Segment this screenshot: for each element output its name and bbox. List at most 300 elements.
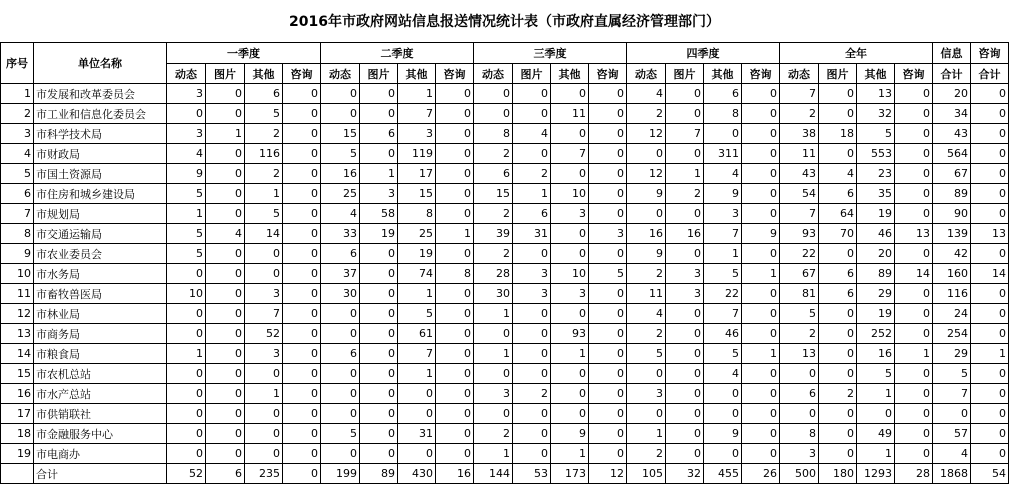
value-cell: 0 xyxy=(206,304,245,324)
value-cell: 0 xyxy=(206,244,245,264)
value-cell: 28 xyxy=(895,464,933,484)
value-cell: 0 xyxy=(360,404,398,424)
value-cell: 1 xyxy=(857,444,895,464)
value-cell: 0 xyxy=(436,204,474,224)
value-cell: 9 xyxy=(551,424,589,444)
value-cell: 16 xyxy=(321,164,360,184)
value-cell: 0 xyxy=(474,324,513,344)
value-cell: 0 xyxy=(283,124,321,144)
value-cell: 43 xyxy=(933,124,971,144)
value-cell: 0 xyxy=(742,184,780,204)
subheader-q3-1: 图片 xyxy=(513,64,551,84)
value-cell: 7 xyxy=(780,204,819,224)
value-cell: 0 xyxy=(321,304,360,324)
row-index: 4 xyxy=(1,144,34,164)
value-cell: 0 xyxy=(589,164,627,184)
value-cell: 22 xyxy=(780,244,819,264)
value-cell: 0 xyxy=(971,144,1009,164)
value-cell: 1 xyxy=(206,124,245,144)
value-cell: 0 xyxy=(206,364,245,384)
value-cell: 0 xyxy=(206,144,245,164)
value-cell: 30 xyxy=(321,284,360,304)
value-cell: 0 xyxy=(321,404,360,424)
table-row xyxy=(1,204,1009,224)
value-cell: 0 xyxy=(589,184,627,204)
value-cell: 4 xyxy=(704,164,742,184)
value-cell: 6 xyxy=(321,344,360,364)
value-cell: 34 xyxy=(933,104,971,124)
row-index: 15 xyxy=(1,364,34,384)
value-cell: 0 xyxy=(360,144,398,164)
value-cell: 7 xyxy=(666,124,704,144)
value-cell: 0 xyxy=(819,424,857,444)
value-cell: 9 xyxy=(704,184,742,204)
value-cell: 3 xyxy=(627,384,666,404)
table-row xyxy=(1,304,1009,324)
value-cell: 0 xyxy=(666,104,704,124)
value-cell: 29 xyxy=(933,344,971,364)
table-row xyxy=(1,84,1009,104)
value-cell: 0 xyxy=(819,304,857,324)
value-cell: 1 xyxy=(857,384,895,404)
table-body xyxy=(1,84,1009,484)
value-cell: 0 xyxy=(513,144,551,164)
value-cell: 0 xyxy=(589,364,627,384)
value-cell: 8 xyxy=(474,124,513,144)
value-cell: 5 xyxy=(857,124,895,144)
value-cell: 19 xyxy=(360,224,398,244)
row-index: 17 xyxy=(1,404,34,424)
value-cell: 0 xyxy=(321,364,360,384)
value-cell: 0 xyxy=(742,324,780,344)
value-cell: 1 xyxy=(474,444,513,464)
table-row xyxy=(1,424,1009,444)
value-cell: 90 xyxy=(933,204,971,224)
value-cell: 39 xyxy=(474,224,513,244)
value-cell: 19 xyxy=(857,204,895,224)
value-cell: 70 xyxy=(819,224,857,244)
unit-name: 市畜牧兽医局 xyxy=(34,284,167,304)
value-cell: 16 xyxy=(666,224,704,244)
value-cell: 0 xyxy=(513,404,551,424)
value-cell: 0 xyxy=(933,404,971,424)
value-cell: 1 xyxy=(895,344,933,364)
value-cell: 0 xyxy=(666,84,704,104)
value-cell: 6 xyxy=(360,124,398,144)
value-cell: 0 xyxy=(206,444,245,464)
value-cell: 0 xyxy=(704,124,742,144)
value-cell: 0 xyxy=(245,264,283,284)
value-cell: 0 xyxy=(283,424,321,444)
value-cell: 0 xyxy=(551,124,589,144)
unit-name: 市规划局 xyxy=(34,204,167,224)
value-cell: 1 xyxy=(742,264,780,284)
value-cell: 0 xyxy=(283,284,321,304)
value-cell: 119 xyxy=(398,144,436,164)
value-cell: 0 xyxy=(704,384,742,404)
row-index: 19 xyxy=(1,444,34,464)
value-cell: 0 xyxy=(206,104,245,124)
value-cell: 0 xyxy=(321,84,360,104)
value-cell: 0 xyxy=(206,384,245,404)
value-cell: 1 xyxy=(398,284,436,304)
value-cell: 3 xyxy=(513,264,551,284)
value-cell: 8 xyxy=(704,104,742,124)
row-index: 12 xyxy=(1,304,34,324)
value-cell: 0 xyxy=(398,404,436,424)
value-cell: 1868 xyxy=(933,464,971,484)
value-cell: 0 xyxy=(398,384,436,404)
value-cell: 0 xyxy=(742,164,780,184)
value-cell: 0 xyxy=(436,304,474,324)
value-cell: 6 xyxy=(704,84,742,104)
value-cell: 13 xyxy=(895,224,933,244)
value-cell: 0 xyxy=(206,424,245,444)
value-cell: 0 xyxy=(283,344,321,364)
value-cell: 0 xyxy=(167,444,206,464)
value-cell: 0 xyxy=(206,344,245,364)
value-cell: 30 xyxy=(474,284,513,304)
value-cell: 10 xyxy=(167,284,206,304)
value-cell: 0 xyxy=(589,144,627,164)
table-row xyxy=(1,104,1009,124)
value-cell: 53 xyxy=(513,464,551,484)
value-cell: 2 xyxy=(627,264,666,284)
value-cell: 14 xyxy=(971,264,1009,284)
value-cell: 5 xyxy=(933,364,971,384)
value-cell: 0 xyxy=(589,324,627,344)
value-cell: 7 xyxy=(704,224,742,244)
value-cell: 0 xyxy=(321,384,360,404)
value-cell: 0 xyxy=(780,404,819,424)
value-cell: 0 xyxy=(971,364,1009,384)
value-cell: 0 xyxy=(589,444,627,464)
table-row xyxy=(1,224,1009,244)
value-cell: 2 xyxy=(780,324,819,344)
value-cell: 0 xyxy=(436,144,474,164)
value-cell: 3 xyxy=(398,124,436,144)
value-cell: 0 xyxy=(206,84,245,104)
value-cell: 0 xyxy=(895,104,933,124)
value-cell: 0 xyxy=(627,204,666,224)
value-cell: 0 xyxy=(513,84,551,104)
value-cell: 5 xyxy=(627,344,666,364)
value-cell: 7 xyxy=(704,304,742,324)
value-cell: 6 xyxy=(474,164,513,184)
value-cell: 0 xyxy=(167,264,206,284)
subheader-q1-0: 动态 xyxy=(167,64,206,84)
value-cell: 52 xyxy=(245,324,283,344)
value-cell: 0 xyxy=(971,324,1009,344)
value-cell: 15 xyxy=(398,184,436,204)
value-cell: 0 xyxy=(589,304,627,324)
value-cell: 3 xyxy=(167,84,206,104)
value-cell: 31 xyxy=(398,424,436,444)
value-cell: 0 xyxy=(283,104,321,124)
value-cell: 8 xyxy=(780,424,819,444)
value-cell: 20 xyxy=(933,84,971,104)
unit-name: 市水产总站 xyxy=(34,384,167,404)
value-cell: 0 xyxy=(474,84,513,104)
value-cell: 0 xyxy=(167,104,206,124)
unit-name: 市供销联社 xyxy=(34,404,167,424)
value-cell: 0 xyxy=(627,404,666,424)
value-cell: 0 xyxy=(895,244,933,264)
subheader-q5-2: 其他 xyxy=(857,64,895,84)
value-cell: 0 xyxy=(589,124,627,144)
value-cell: 0 xyxy=(551,304,589,324)
value-cell: 0 xyxy=(742,304,780,324)
value-cell: 0 xyxy=(742,124,780,144)
value-cell: 16 xyxy=(436,464,474,484)
value-cell: 0 xyxy=(283,224,321,244)
value-cell: 0 xyxy=(589,244,627,264)
value-cell: 5 xyxy=(321,424,360,444)
value-cell: 64 xyxy=(819,204,857,224)
value-cell: 3 xyxy=(513,284,551,304)
value-cell: 252 xyxy=(857,324,895,344)
value-cell: 0 xyxy=(895,404,933,424)
value-cell: 10 xyxy=(551,184,589,204)
value-cell: 0 xyxy=(666,404,704,424)
value-cell: 58 xyxy=(360,204,398,224)
subheader-q3-0: 动态 xyxy=(474,64,513,84)
unit-name: 市国土资源局 xyxy=(34,164,167,184)
value-cell: 0 xyxy=(819,104,857,124)
value-cell: 0 xyxy=(971,164,1009,184)
col-q3: 三季度 xyxy=(474,43,627,64)
value-cell: 0 xyxy=(971,284,1009,304)
value-cell: 2 xyxy=(627,444,666,464)
value-cell: 0 xyxy=(666,244,704,264)
value-cell: 0 xyxy=(436,444,474,464)
row-index: 7 xyxy=(1,204,34,224)
value-cell: 9 xyxy=(627,244,666,264)
value-cell: 67 xyxy=(780,264,819,284)
value-cell: 26 xyxy=(742,464,780,484)
value-cell: 32 xyxy=(666,464,704,484)
value-cell: 173 xyxy=(551,464,589,484)
table-row xyxy=(1,184,1009,204)
value-cell: 1 xyxy=(474,344,513,364)
value-cell: 0 xyxy=(206,324,245,344)
unit-name: 市金融服务中心 xyxy=(34,424,167,444)
value-cell: 0 xyxy=(704,404,742,424)
value-cell: 11 xyxy=(551,104,589,124)
value-cell: 0 xyxy=(283,364,321,384)
subheader-q5-1: 图片 xyxy=(819,64,857,84)
value-cell: 0 xyxy=(895,424,933,444)
value-cell: 22 xyxy=(704,284,742,304)
value-cell: 553 xyxy=(857,144,895,164)
value-cell: 4 xyxy=(321,204,360,224)
col-year: 全年 xyxy=(780,43,933,64)
subheader-q1-3: 咨询 xyxy=(283,64,321,84)
value-cell: 2 xyxy=(474,204,513,224)
value-cell: 0 xyxy=(283,404,321,424)
value-cell: 0 xyxy=(360,324,398,344)
value-cell: 0 xyxy=(167,404,206,424)
unit-name: 市林业局 xyxy=(34,304,167,324)
subheader-q1-1: 图片 xyxy=(206,64,245,84)
value-cell: 0 xyxy=(321,324,360,344)
value-cell: 0 xyxy=(283,84,321,104)
value-cell: 5 xyxy=(167,184,206,204)
table-row xyxy=(1,284,1009,304)
col-unit: 单位名称 xyxy=(34,43,167,84)
value-cell: 0 xyxy=(513,324,551,344)
value-cell: 0 xyxy=(589,344,627,364)
value-cell: 1 xyxy=(398,84,436,104)
row-index: 18 xyxy=(1,424,34,444)
value-cell: 2 xyxy=(819,384,857,404)
value-cell: 2 xyxy=(245,164,283,184)
value-cell: 0 xyxy=(742,384,780,404)
row-index xyxy=(1,464,34,484)
col-q1: 一季度 xyxy=(167,43,321,64)
unit-name: 市农业委员会 xyxy=(34,244,167,264)
value-cell: 13 xyxy=(971,224,1009,244)
value-cell: 0 xyxy=(436,324,474,344)
value-cell: 52 xyxy=(167,464,206,484)
value-cell: 15 xyxy=(474,184,513,204)
value-cell: 0 xyxy=(666,424,704,444)
value-cell: 0 xyxy=(360,344,398,364)
value-cell: 0 xyxy=(819,144,857,164)
value-cell: 7 xyxy=(398,104,436,124)
value-cell: 10 xyxy=(551,264,589,284)
unit-name: 市电商办 xyxy=(34,444,167,464)
value-cell: 13 xyxy=(780,344,819,364)
value-cell: 0 xyxy=(360,284,398,304)
value-cell: 0 xyxy=(666,144,704,164)
value-cell: 0 xyxy=(742,84,780,104)
value-cell: 5 xyxy=(589,264,627,284)
value-cell: 0 xyxy=(283,144,321,164)
table-row xyxy=(1,384,1009,404)
value-cell: 5 xyxy=(321,144,360,164)
value-cell: 35 xyxy=(857,184,895,204)
value-cell: 0 xyxy=(819,364,857,384)
value-cell: 11 xyxy=(780,144,819,164)
value-cell: 1 xyxy=(474,304,513,324)
value-cell: 8 xyxy=(436,264,474,284)
value-cell: 2 xyxy=(474,244,513,264)
value-cell: 0 xyxy=(436,244,474,264)
value-cell: 0 xyxy=(436,164,474,184)
stats-table xyxy=(0,42,1009,484)
value-cell: 14 xyxy=(245,224,283,244)
value-cell: 89 xyxy=(360,464,398,484)
table-row xyxy=(1,164,1009,184)
value-cell: 46 xyxy=(857,224,895,244)
value-cell: 430 xyxy=(398,464,436,484)
value-cell: 0 xyxy=(895,364,933,384)
value-cell: 4 xyxy=(627,304,666,324)
value-cell: 0 xyxy=(742,284,780,304)
value-cell: 2 xyxy=(474,144,513,164)
value-cell: 500 xyxy=(780,464,819,484)
value-cell: 0 xyxy=(360,84,398,104)
value-cell: 0 xyxy=(398,444,436,464)
value-cell: 0 xyxy=(321,444,360,464)
value-cell: 1 xyxy=(436,224,474,244)
value-cell: 180 xyxy=(819,464,857,484)
value-cell: 23 xyxy=(857,164,895,184)
value-cell: 0 xyxy=(666,204,704,224)
value-cell: 0 xyxy=(551,384,589,404)
value-cell: 0 xyxy=(436,364,474,384)
value-cell: 0 xyxy=(436,384,474,404)
value-cell: 0 xyxy=(436,404,474,424)
value-cell: 0 xyxy=(589,384,627,404)
value-cell: 5 xyxy=(704,264,742,284)
value-cell: 0 xyxy=(819,84,857,104)
value-cell: 8 xyxy=(398,204,436,224)
value-cell: 0 xyxy=(206,204,245,224)
value-cell: 0 xyxy=(513,364,551,384)
value-cell: 0 xyxy=(819,404,857,424)
value-cell: 0 xyxy=(971,124,1009,144)
value-cell: 12 xyxy=(627,124,666,144)
value-cell: 0 xyxy=(474,364,513,384)
value-cell: 16 xyxy=(857,344,895,364)
value-cell: 254 xyxy=(933,324,971,344)
value-cell: 0 xyxy=(971,304,1009,324)
value-cell: 0 xyxy=(167,424,206,444)
value-cell: 0 xyxy=(360,424,398,444)
value-cell: 0 xyxy=(666,304,704,324)
col-q2: 二季度 xyxy=(321,43,474,64)
value-cell: 116 xyxy=(245,144,283,164)
value-cell: 0 xyxy=(971,184,1009,204)
value-cell: 3 xyxy=(551,284,589,304)
value-cell: 0 xyxy=(742,444,780,464)
value-cell: 7 xyxy=(780,84,819,104)
value-cell: 0 xyxy=(513,344,551,364)
value-cell: 1 xyxy=(971,344,1009,364)
value-cell: 4 xyxy=(513,124,551,144)
value-cell: 0 xyxy=(360,304,398,324)
value-cell: 93 xyxy=(780,224,819,244)
value-cell: 0 xyxy=(436,284,474,304)
value-cell: 5 xyxy=(245,204,283,224)
value-cell: 0 xyxy=(589,204,627,224)
value-cell: 25 xyxy=(321,184,360,204)
value-cell: 1 xyxy=(245,184,283,204)
value-cell: 15 xyxy=(321,124,360,144)
value-cell: 0 xyxy=(551,244,589,264)
value-cell: 89 xyxy=(933,184,971,204)
value-cell: 3 xyxy=(780,444,819,464)
table-row xyxy=(1,344,1009,364)
value-cell: 0 xyxy=(742,404,780,424)
value-cell: 3 xyxy=(589,224,627,244)
value-cell: 0 xyxy=(971,104,1009,124)
subheader-q3-2: 其他 xyxy=(551,64,589,84)
value-cell: 0 xyxy=(819,324,857,344)
value-cell: 0 xyxy=(167,324,206,344)
subheader-q5-0: 动态 xyxy=(780,64,819,84)
value-cell: 3 xyxy=(360,184,398,204)
value-cell: 1 xyxy=(398,364,436,384)
value-cell: 12 xyxy=(627,164,666,184)
value-cell: 74 xyxy=(398,264,436,284)
value-cell: 0 xyxy=(436,104,474,124)
value-cell: 0 xyxy=(895,84,933,104)
value-cell: 1293 xyxy=(857,464,895,484)
subheader-q4-0: 动态 xyxy=(627,64,666,84)
